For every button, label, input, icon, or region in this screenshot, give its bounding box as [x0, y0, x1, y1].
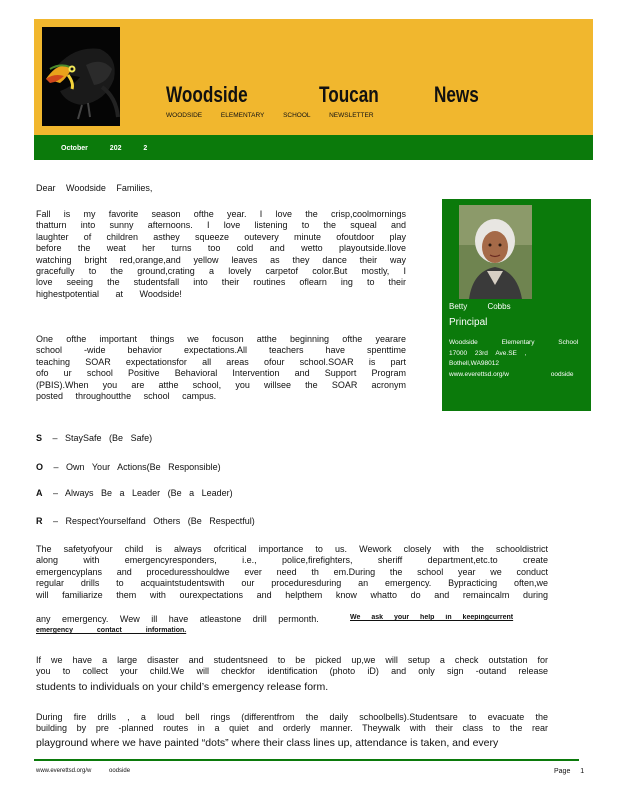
soar-text: – Own Your Actions(Be Responsible)	[53, 462, 221, 472]
principal-role: Principal	[449, 317, 488, 328]
text-line: love seeing the studentsfall into their routines oflearn ing to their	[36, 277, 406, 288]
text-line: any emergency. Wew ill have atleastone drill permonth.	[36, 614, 319, 624]
newsletter-title	[166, 82, 586, 108]
text-line: you to collect your child.We will checkfor identification (photo iD) and only sign -outand release	[36, 666, 548, 677]
text-line: watching bright red,orange,and yellow leaves as they dance their way	[36, 254, 406, 265]
page-number: Page 1	[554, 768, 585, 775]
issue-year: 202 2	[109, 145, 148, 152]
text-line: (PBIS).When you are atthe school, you willsee the SOAR acronym	[36, 379, 406, 390]
text-line: posted throughoutthe school campus.	[36, 391, 217, 402]
text-line: laughter of children asthey squeeze outevery minute ofoutdoor play	[36, 231, 406, 242]
text-line: gracefully to the ground,crating a lovely carpetof color.But mostly, I	[36, 266, 406, 277]
text-line: One ofthe important things we focuson atthe beginning ofthe yearare	[36, 334, 406, 344]
soar-letter: S	[36, 433, 43, 443]
title-word: News	[434, 82, 479, 107]
school-website-link[interactable]: www.everettsd.org/w oodside	[449, 371, 574, 378]
text-line: building by pre -planned routes in a quiet and orderly manner. Theywalk with their class to the rear	[36, 723, 548, 734]
safety-last-line	[36, 614, 319, 624]
text-line: teaching SOAR expectationsfor all areas ofour school.SOAR is part	[36, 356, 406, 367]
text-line: will familiarize them with ourexpectations and helpthem know whatto do and remaincalm during	[36, 589, 548, 600]
emergency-contact-note-a: We ask your help in keepingcurrent	[350, 614, 514, 621]
soar-text: – StaySafe (Be Safe)	[52, 433, 153, 443]
soar-letter: O	[36, 462, 44, 472]
soar-item-o	[36, 462, 221, 472]
soar-item-r	[36, 516, 255, 526]
text-line: Fall is my favorite season ofthe year. I love the crisp,coolmornings	[36, 209, 406, 219]
fire-drills-last-line: playground where we have painted “dots” where their class lines up, attendance is taken, and every	[36, 737, 499, 749]
paragraph-fire-drills	[36, 712, 548, 735]
soar-letter: R	[36, 516, 43, 526]
text-line: along with emergencyresponders, i.e., police,firefighters, sheriff department,etc.to create	[36, 555, 548, 566]
emergency-contact-note-b: emergency contact information.	[36, 627, 187, 634]
paragraph-soar-intro	[36, 334, 406, 402]
principal-photo	[459, 205, 532, 299]
soar-item-s	[36, 433, 152, 443]
toucan-logo	[42, 27, 120, 126]
school-name: Woodside Elementary School	[449, 339, 579, 346]
text-line: school -wide behavior expectations.All teachers have spenttime	[36, 345, 406, 356]
text-line: before the weat her turns too cold and wetto playoutside.Ilove	[36, 243, 406, 254]
soar-item-a	[36, 488, 233, 498]
disaster-last-line: students to individuals on your child’s emergency release form.	[36, 681, 329, 693]
soar-letter: A	[36, 488, 43, 498]
text-line: During fire drills , a loud bell rings (differentfrom the daily schoolbells).Studentsare to evacuate the	[36, 712, 548, 722]
footer-website-link[interactable]: www.everettsd.org/w oodside	[36, 768, 131, 774]
soar-text: – Always Be a Leader (Be a Leader)	[53, 488, 233, 498]
greeting: Dear Woodside Families,	[36, 183, 153, 193]
paragraph-intro	[36, 209, 406, 300]
title-word: Toucan	[319, 82, 379, 107]
text-line: The safetyofyour child is always ofcritical importance to us. Wework closely with the schooldistrict	[36, 544, 548, 554]
newsletter-subtitle: WOODSIDE ELEMENTARY SCHOOL NEWSLETTER	[166, 112, 374, 119]
text-line: highestpotential at Woodside!	[36, 288, 182, 299]
text-line: ofo ur school Positive Behavioral Intervention and Support Program	[36, 368, 406, 379]
title-word: Woodside	[166, 82, 248, 107]
footer-divider	[34, 759, 579, 761]
text-line: regular drills to acquaintstudentswith our proceduresduring an emergency. Bypracticing often,we	[36, 578, 548, 589]
paragraph-disaster	[36, 655, 548, 678]
text-line: thatturn into sunny afternoons. I love listening to the squeal and	[36, 220, 406, 231]
issue-date	[61, 145, 147, 152]
school-city: Bothell,WA98012	[449, 360, 499, 367]
principal-name: Betty Cobbs	[449, 302, 511, 311]
issue-month: October	[61, 145, 88, 152]
school-address: 17000 23rd Ave.SE ,	[449, 350, 527, 357]
paragraph-safety	[36, 544, 548, 601]
soar-text: – RespectYourselfand Others (Be Respectful)	[53, 516, 255, 526]
text-line: emergencyplans and proceduresshouldwe ever need th em.During the school year we conduct	[36, 566, 548, 577]
text-line: If we have a large disaster and studentsneed to be picked up,we will setup a check outstation for	[36, 655, 548, 665]
